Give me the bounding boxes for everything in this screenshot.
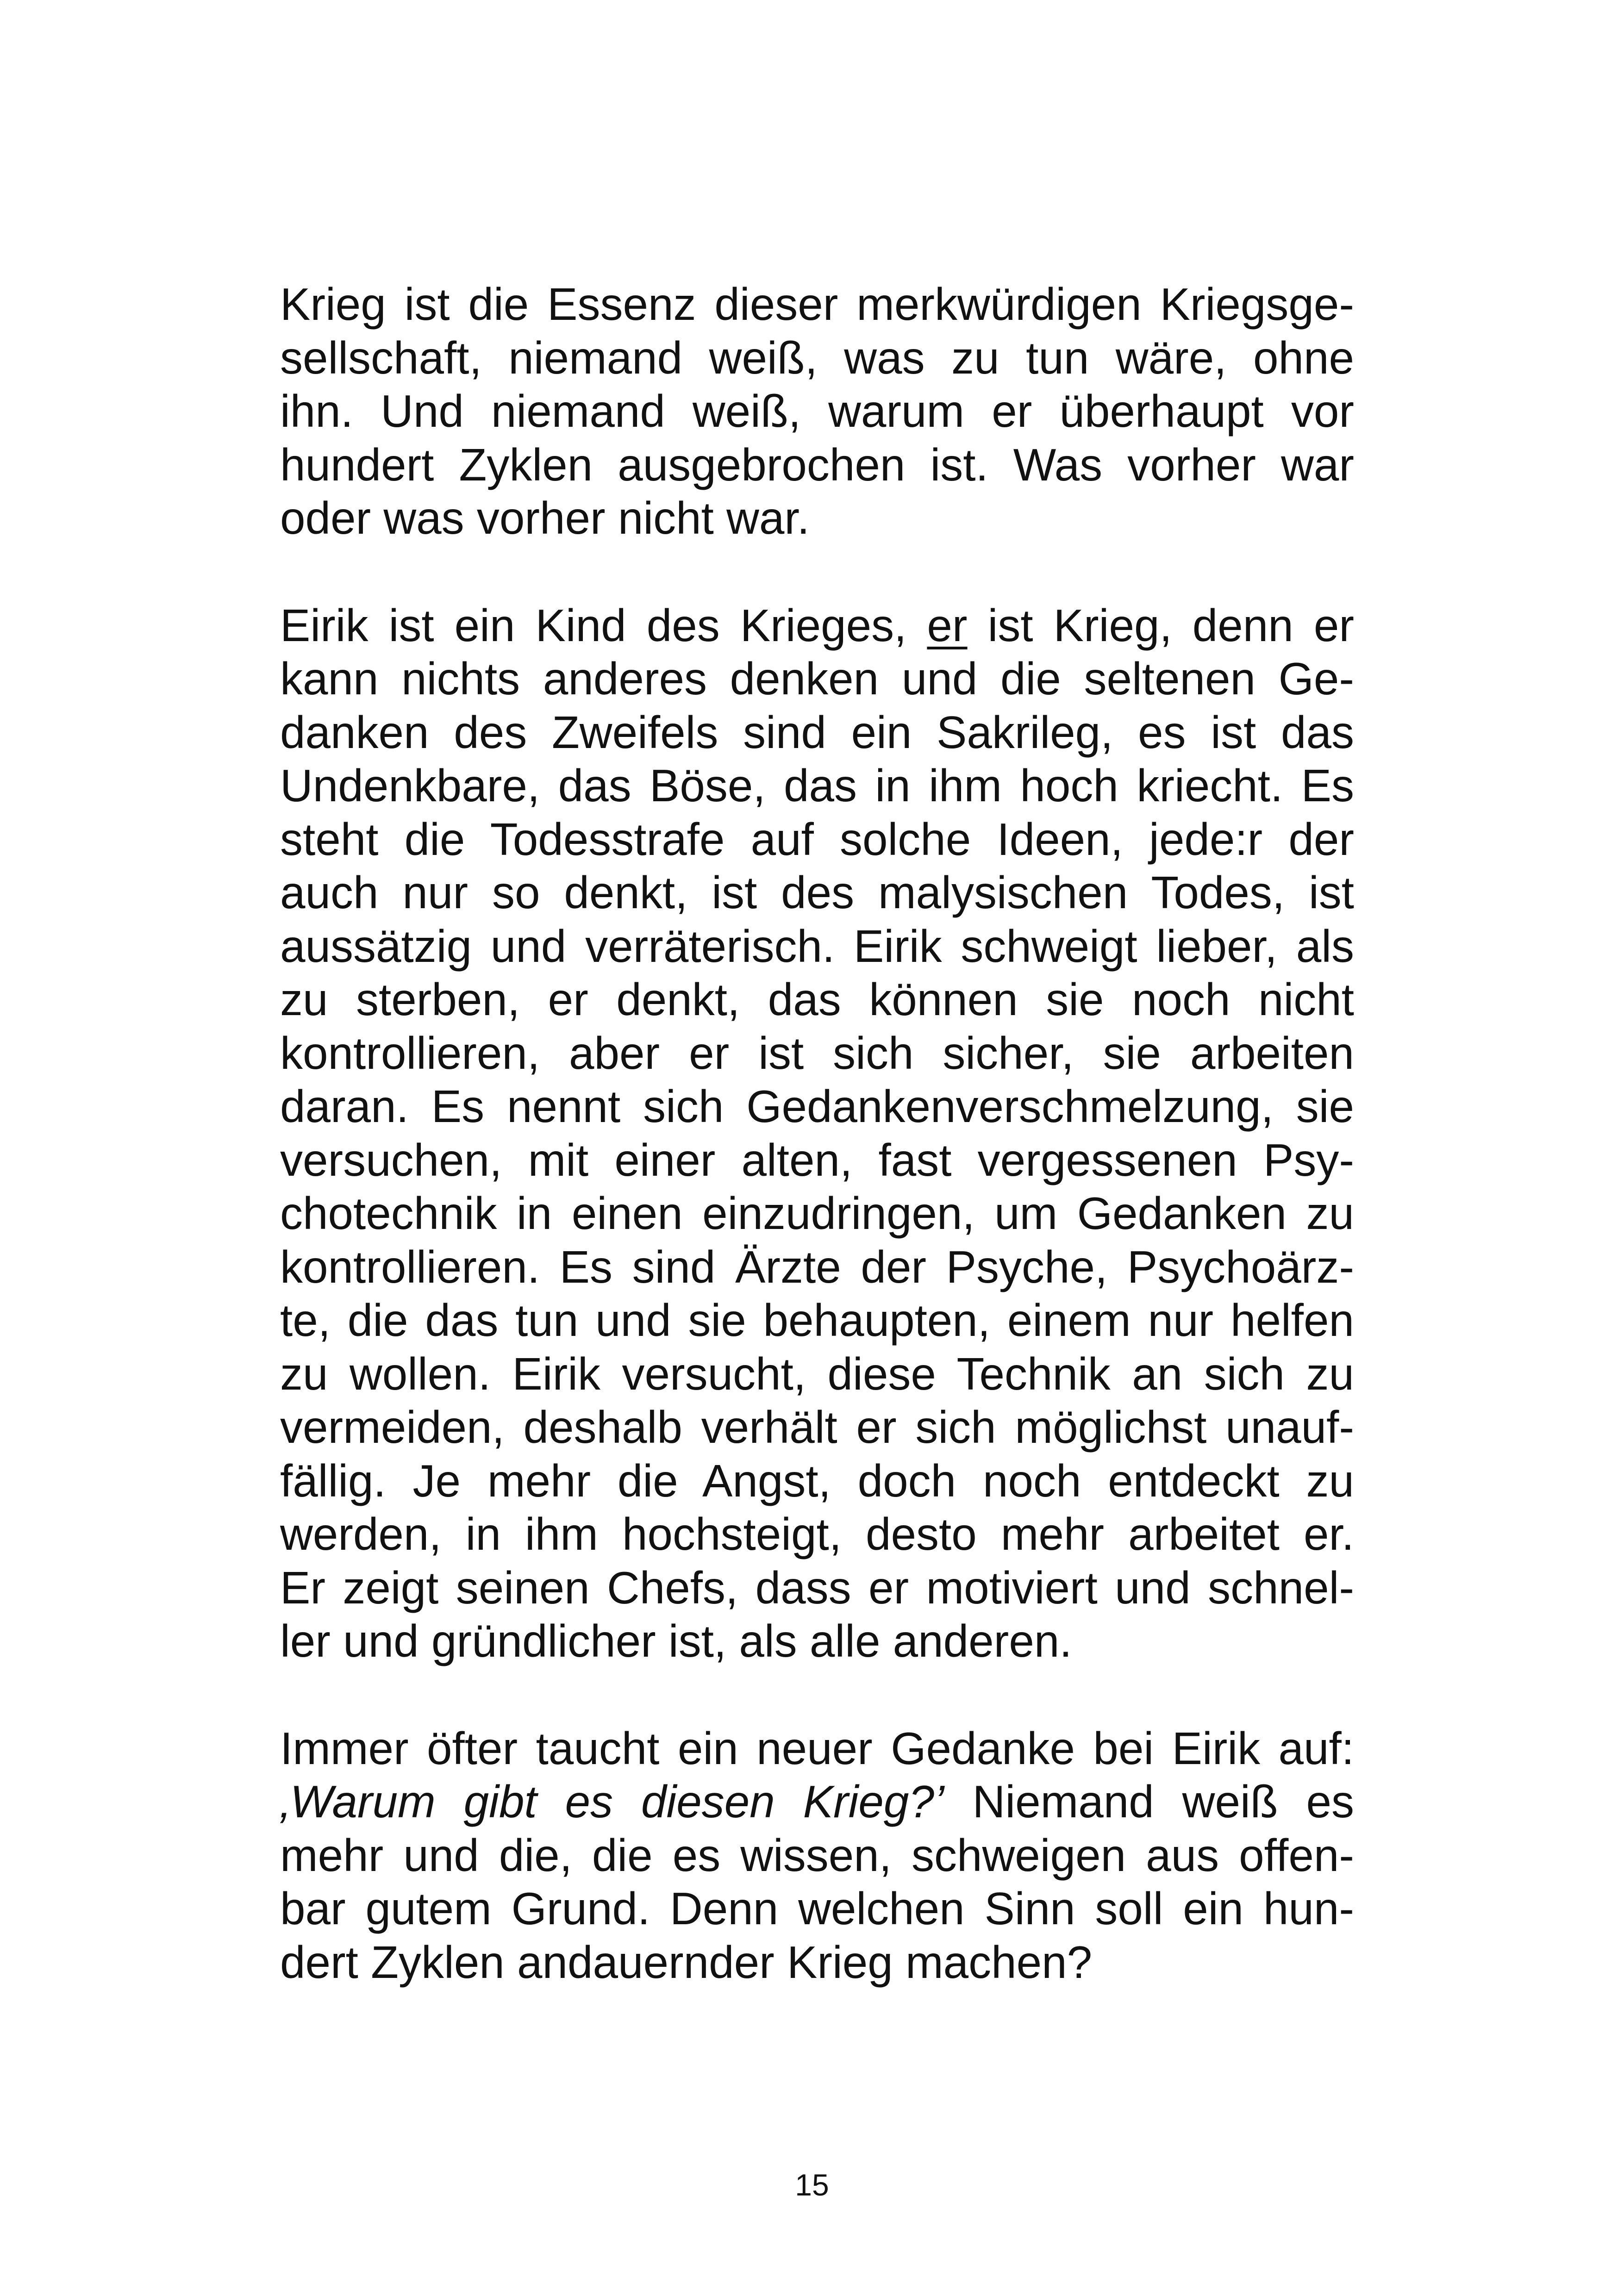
text-line: ler und gründlicher ist, als alle anderen.	[280, 1615, 1072, 1666]
paragraph-2	[280, 599, 1354, 1668]
text-line: danken des Zweifels sind ein Sakrileg, es ist das	[280, 706, 1354, 758]
text-line: aussätzig und verräterisch. Eirik schweigt lieber, als	[280, 920, 1354, 972]
text-line: zu wollen. Eirik versucht, diese Technik an sich zu	[280, 1348, 1354, 1399]
paragraph-gap	[280, 545, 1354, 599]
text-line: kontrollieren. Es sind Ärzte der Psyche, Psychoärz-	[280, 1241, 1354, 1292]
text-segment: Niemand weiß es	[944, 1776, 1354, 1827]
text-line: kann nichts anderes denken und die seltenen Ge-	[280, 653, 1354, 704]
text-line: vermeiden, deshalb verhält er sich möglichst unauf-	[280, 1402, 1354, 1453]
text-line: kontrollieren, aber er ist sich sicher, sie arbeiten	[280, 1027, 1354, 1079]
text-line: te, die das tun und sie behaupten, einem nur helfen	[280, 1295, 1354, 1346]
text-line: Er zeigt seinen Chefs, dass er motiviert und schnel-	[280, 1562, 1354, 1613]
text-line: daran. Es nennt sich Gedankenverschmelzung, sie	[280, 1081, 1354, 1132]
text-line: sellschaft, niemand weiß, was zu tun wäre, ohne	[280, 332, 1354, 383]
italic-question: ‚Warum gibt es diesen Krieg?’	[280, 1776, 944, 1827]
text-line: dert Zyklen andauernder Krieg machen?	[280, 1936, 1093, 1988]
text-segment: Eirik ist ein Kind des Krieges,	[280, 599, 927, 651]
text-line: hundert Zyklen ausgebrochen ist. Was vorher war	[280, 439, 1354, 490]
text-line: mehr und die, die es wissen, schweigen aus offen-	[280, 1829, 1354, 1881]
page-number: 15	[795, 2168, 829, 2202]
text-line: Immer öfter taucht ein neuer Gedanke bei Eirik auf:	[280, 1722, 1354, 1774]
body-text	[280, 278, 1354, 1989]
text-line: Krieg ist die Essenz dieser merkwürdigen Kriegsge-	[280, 279, 1354, 330]
text-line: ihn. Und niemand weiß, warum er überhaupt vor	[280, 386, 1354, 437]
text-segment: ist Krieg, denn er	[967, 599, 1354, 651]
text-line: auch nur so denkt, ist des malysischen Todes, ist	[280, 867, 1354, 918]
text-line: versuchen, mit einer alten, fast vergessenen Psy-	[280, 1134, 1354, 1185]
underlined-word: er	[927, 599, 968, 651]
text-line: zu sterben, er denkt, das können sie noch nicht	[280, 974, 1354, 1025]
paragraph-1	[280, 278, 1354, 545]
paragraph-gap	[280, 1668, 1354, 1722]
text-line-with-underline	[280, 599, 1354, 653]
text-line: chotechnik in einen einzudringen, um Gedanken zu	[280, 1188, 1354, 1239]
text-line: steht die Todesstrafe auf solche Ideen, jede:r der	[280, 813, 1354, 865]
text-line: bar gutem Grund. Denn welchen Sinn soll ein hun-	[280, 1883, 1354, 1934]
text-line: oder was vorher nicht war.	[280, 493, 810, 543]
text-line: fällig. Je mehr die Angst, doch noch entdeckt zu	[280, 1455, 1354, 1506]
text-line: werden, in ihm hochsteigt, desto mehr arbeitet er.	[280, 1509, 1354, 1559]
paragraph-3	[280, 1722, 1354, 1989]
text-line-with-italic	[280, 1775, 1354, 1829]
text-line: Undenkbare, das Böse, das in ihm hoch kriecht. Es	[280, 760, 1354, 811]
